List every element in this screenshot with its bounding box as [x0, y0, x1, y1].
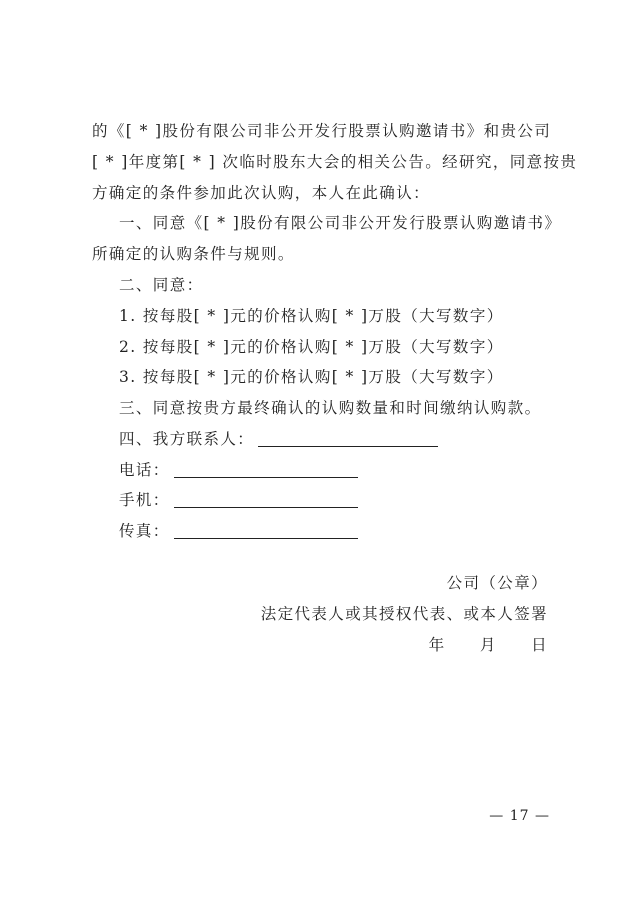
paragraph-line-3: 方确定的条件参加此次认购，本人在此确认： [92, 184, 431, 202]
sub-item-3: 3. 按每股[ * ]元的价格认购[ * ]万股（大写数字） [119, 368, 504, 386]
sub-item-1: 1. 按每股[ * ]元的价格认购[ * ]万股（大写数字） [119, 307, 504, 325]
item-1-line-2: 所确定的认购条件与规则。 [92, 245, 295, 263]
company-seal-label: 公司（公章） [446, 574, 548, 592]
page-number: — 17 — [489, 808, 550, 824]
fax-row [119, 521, 358, 541]
item-1-line-1: 一、同意《[ * ]股份有限公司非公开发行股票认购邀请书》 [119, 214, 562, 232]
fax-label: 传真： [119, 522, 170, 540]
date-label: 年 月 日 [428, 636, 548, 654]
paragraph-line-2: [ * ]年度第[ * ] 次临时股东大会的相关公告。经研究，同意按贵 [92, 153, 578, 171]
phone-label: 电话： [119, 461, 170, 479]
mobile-blank [174, 492, 358, 508]
contact-person-blank [258, 431, 438, 447]
phone-blank [174, 462, 358, 478]
contact-person-label: 四、我方联系人： [119, 430, 255, 448]
item-2-heading: 二、同意： [119, 276, 204, 294]
contact-person-row [119, 429, 438, 449]
fax-blank [174, 523, 358, 539]
mobile-label: 手机： [119, 491, 170, 509]
sub-item-2: 2. 按每股[ * ]元的价格认购[ * ]万股（大写数字） [119, 338, 504, 356]
phone-row [119, 460, 358, 480]
mobile-row [119, 490, 358, 510]
paragraph-line-1: 的《[ * ]股份有限公司非公开发行股票认购邀请书》和贵公司 [92, 122, 552, 140]
item-3: 三、同意按贵方最终确认的认购数量和时间缴纳认购款。 [119, 399, 542, 417]
representative-signature-label: 法定代表人或其授权代表、或本人签署 [260, 605, 548, 623]
